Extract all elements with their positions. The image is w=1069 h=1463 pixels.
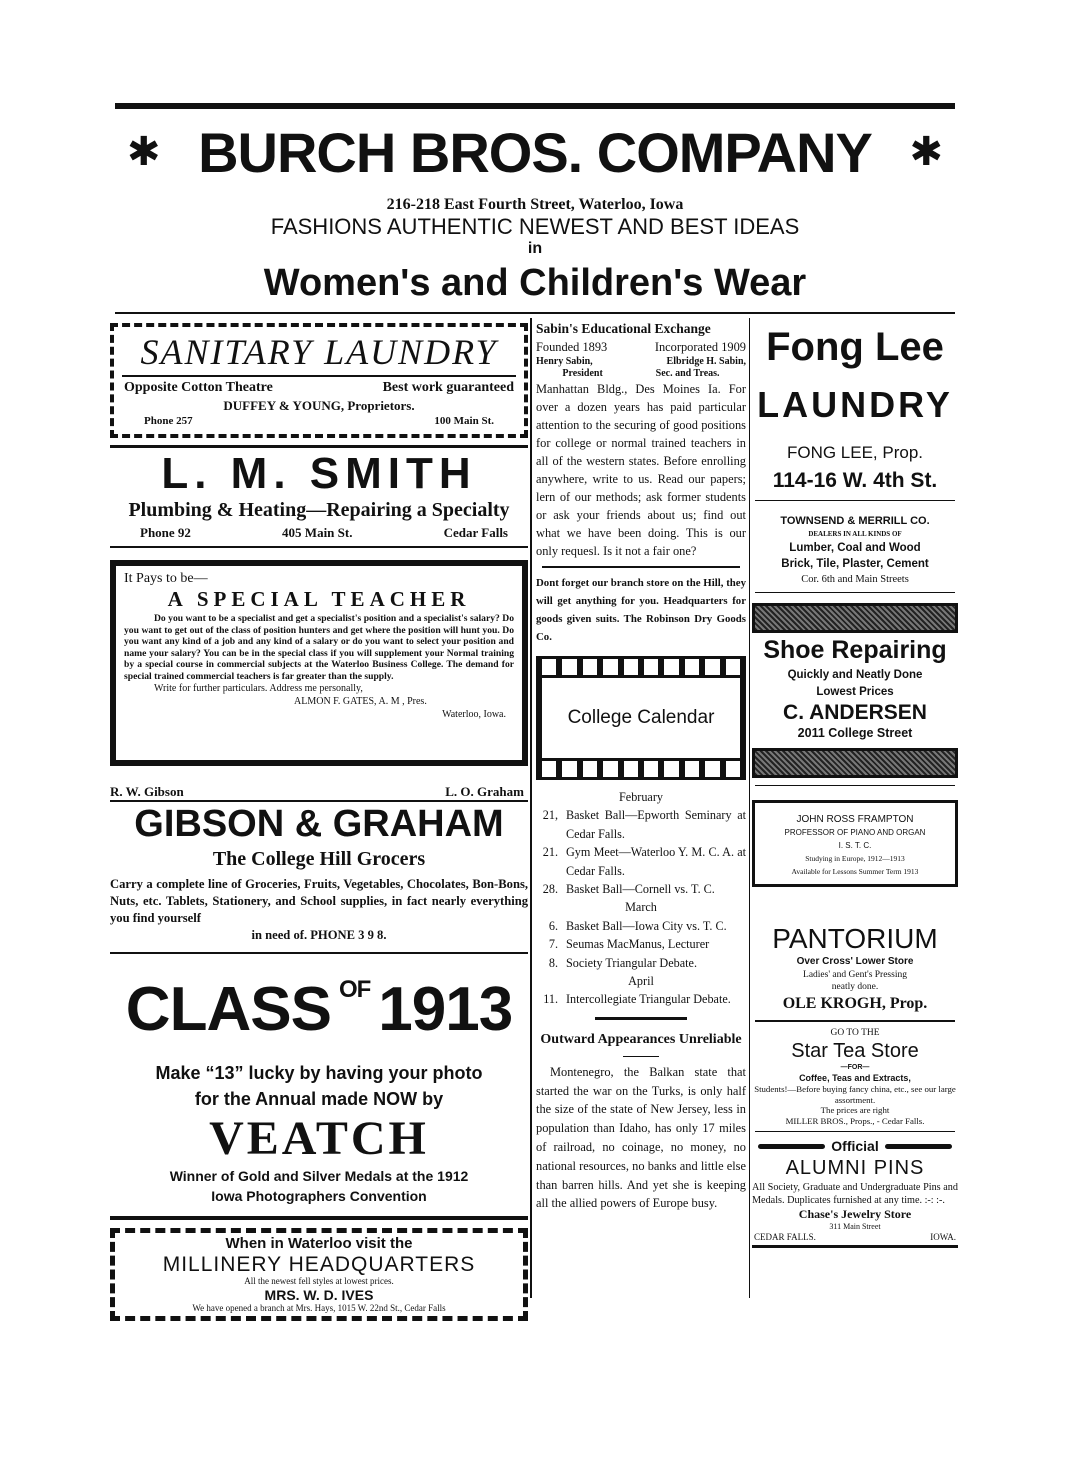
smith-address: 405 Main St. xyxy=(282,525,353,540)
townsend-address: Cor. 6th and Main Streets xyxy=(801,574,909,585)
veatch-line4: Iowa Photographers Convention xyxy=(211,1188,427,1204)
millinery-ad xyxy=(110,1228,528,1321)
frampton-l1: Studying in Europe, 1912—1913 xyxy=(805,854,905,863)
outward-title: Outward Appearances Unreliable xyxy=(540,1031,742,1047)
townsend-title: TOWNSEND & MERRILL CO. xyxy=(780,515,930,527)
startea-l1: Coffee, Teas and Extracts, xyxy=(799,1073,911,1083)
millinery-l1: When in Waterloo visit the xyxy=(225,1235,413,1252)
smith-sub: Plumbing & Heating—Repairing a Specialty xyxy=(128,499,510,521)
header-rule xyxy=(115,312,955,314)
left-column xyxy=(110,323,528,1321)
bottom-rule xyxy=(752,1245,958,1248)
calendar-box xyxy=(536,678,746,758)
pins-city: CEDAR FALLS. xyxy=(754,1232,816,1242)
divider xyxy=(755,500,955,501)
gibson-body: Carry a complete line of Groceries, Fruits, Vegetables, Chocolates, Bon-Bons, Nuts, etc. Tablets, Stationery, and School supplies, in fact nearly everything you find yourself xyxy=(110,877,528,925)
townsend-l1: Lumber, Coal and Wood xyxy=(789,542,921,554)
teacher-sign: ALMON F. GATES, A. M , Pres. xyxy=(294,696,427,707)
divider xyxy=(755,1020,955,1022)
sabin-ad xyxy=(536,320,746,560)
sabin-person2: Elbridge H. Sabin, xyxy=(666,356,746,367)
calendar-month: February xyxy=(619,790,663,804)
sabin-person1: Henry Sabin, xyxy=(536,356,593,367)
calendar-item xyxy=(536,843,746,880)
pins-address: 311 Main Street xyxy=(829,1222,881,1231)
calendar-list xyxy=(536,788,746,1009)
sanitary-location: Opposite Cotton Theatre xyxy=(124,380,273,395)
smith-city: Cedar Falls xyxy=(443,525,508,540)
column-rule xyxy=(749,318,750,1298)
robinson-ad: Dont forget our branch store on the Hill, they will get anything for you. Headquarters for goods given suits. The Robinson Dry Goods Co. xyxy=(536,577,746,643)
calendar-event: Seumas MacManus, Lecturer xyxy=(566,937,710,952)
company-title: BURCH BROS. COMPANY xyxy=(198,121,872,184)
masthead xyxy=(115,108,955,198)
gibson-title: GIBSON & GRAHAM xyxy=(134,803,504,845)
address: 216-218 East Fourth Street, Waterloo, Iowa xyxy=(386,196,684,213)
shoe-address: 2011 College Street xyxy=(797,726,913,740)
class-of-1913 xyxy=(110,960,528,1060)
sabin-incorporated: Incorporated 1909 xyxy=(654,340,746,354)
millinery-l3: We have opened a branch at Mrs. Hays, 1015 W. 22nd St., Cedar Falls xyxy=(192,1303,446,1313)
fong-prop: FONG LEE, Prop. xyxy=(786,443,924,462)
sabin-body: Manhattan Bldg., Des Moines Ia. For over a dozen years has paid particular attention to the securing of good positions for college or normal trained teachers in all of the western states. Before enrolling anywhere, write to us. Read our papers; lern of our methods; ask former students or ask your friends about us; find out what we have been doing. This is our only requesl. Is it not a fair one? xyxy=(536,382,746,558)
shoe-l1: Quickly and Neatly Done xyxy=(787,669,923,681)
middle-column xyxy=(536,320,746,1213)
startea-for: —FOR— xyxy=(840,1064,870,1071)
townsend-dealers: DEALERS IN ALL KINDS OF xyxy=(808,530,902,538)
calendar-event: Intercollegiate Triangular Debate. xyxy=(566,992,731,1007)
calendar-item xyxy=(536,880,746,898)
pins-body: All Society, Graduate and Undergraduate Pins and Medals. Duplicates furnished at any time. :-: :-. xyxy=(752,1182,958,1206)
millinery-l2: All the newest fell styles at lowest prices. xyxy=(244,1276,394,1286)
pantorium-l2: Ladies' and Gent's Pressing xyxy=(803,970,907,980)
ornament-icon: ✱ xyxy=(127,129,161,174)
fong-laundry: LAUNDRY xyxy=(757,384,953,425)
pins-official: Official xyxy=(831,1138,879,1154)
calendar-date: 8. xyxy=(548,955,558,970)
sanitary-props: DUFFEY & YOUNG, Proprietors. xyxy=(223,398,415,413)
calendar-title: College Calendar xyxy=(567,707,715,728)
sabin-title: Sabin's Educational Exchange xyxy=(536,321,711,336)
veatch-line1: Make “13” lucky by having your photo xyxy=(155,1063,483,1083)
startea-title: Star Tea Store xyxy=(791,1040,919,1062)
calendar-item xyxy=(536,917,746,935)
gibson-sub: The College Hill Grocers xyxy=(212,848,426,870)
millinery-title: MILLINERY HEADQUARTERS xyxy=(162,1253,476,1276)
divider xyxy=(542,566,740,568)
gibson-name: R. W. Gibson xyxy=(110,784,184,799)
outward-body: Montenegro, the Balkan state that started the war on the Turks, is only half the size of the state of New Jersey, less in population than Idaho, has only 17 miles of railroad, no coinage, no money, no national resources, no banks and little else than barren hills. And yet she is keeping all the allied powers of Europe busy. xyxy=(536,1064,746,1211)
divider xyxy=(110,546,528,548)
ornament-icon: ✱ xyxy=(909,129,943,174)
fong-name: Fong Lee xyxy=(766,325,944,369)
right-column xyxy=(752,318,958,1248)
divider xyxy=(110,1216,528,1220)
subtitle: Women's and Children's Wear xyxy=(263,262,807,304)
pins-state: IOWA. xyxy=(930,1232,956,1242)
year: 1913 xyxy=(378,975,513,1044)
pins-city-row xyxy=(752,1232,958,1243)
shoe-name: C. ANDERSEN xyxy=(783,701,927,724)
decorative-banner xyxy=(752,748,958,778)
startea-body: Students!—Before buying fancy china, etc., see our large assortment. xyxy=(754,1084,956,1105)
pantorium-title: PANTORIUM xyxy=(772,923,938,954)
calendar-month: March xyxy=(625,900,657,915)
teacher-place: Waterloo, Iowa. xyxy=(442,709,506,720)
sanitary-address: 100 Main St. xyxy=(434,415,494,427)
sanitary-title: SANITARY LAUNDRY xyxy=(140,332,498,372)
calendar-date: 21. xyxy=(542,845,558,860)
divider xyxy=(755,1131,955,1132)
in-text: in xyxy=(527,240,543,257)
frampton-l2: Available for Lessons Summer Term 1913 xyxy=(791,867,919,876)
sanitary-laundry-ad xyxy=(110,323,528,438)
frampton-role: PROFESSOR OF PIANO AND ORGAN xyxy=(784,828,926,837)
sabin-founded: Founded 1893 xyxy=(536,340,608,354)
calendar-date: 7. xyxy=(548,937,558,952)
pins-title: ALUMNI PINS xyxy=(785,1157,925,1179)
decorative-banner xyxy=(752,603,958,633)
graham-name: L. O. Graham xyxy=(445,784,524,799)
calendar-date: 6. xyxy=(548,918,558,933)
frampton-name: JOHN ROSS FRAMPTON xyxy=(796,814,914,825)
millinery-name: MRS. W. D. IVES xyxy=(264,1287,374,1303)
shoe-title: Shoe Repairing xyxy=(763,636,947,664)
pins-store: Chase's Jewelry Store xyxy=(798,1207,912,1221)
gibson-last: in need of. PHONE 3 9 8. xyxy=(251,928,387,942)
pantorium-l3: neatly done. xyxy=(831,982,879,992)
calendar-event: Basket Ball—Cornell vs. T. C. xyxy=(566,882,715,897)
tagline: FASHIONS AUTHENTIC NEWEST AND BEST IDEAS xyxy=(270,214,800,239)
calendar-item xyxy=(536,806,746,843)
of-word: OF xyxy=(338,976,371,1003)
calendar-item xyxy=(536,990,746,1008)
calendar-frame xyxy=(536,656,746,780)
sabin-role1: President xyxy=(562,368,603,379)
divider xyxy=(755,592,955,593)
pins-official-row xyxy=(752,1137,958,1155)
veatch-line3: Winner of Gold and Silver Medals at the 1912 xyxy=(169,1168,469,1184)
frampton-ad xyxy=(752,800,958,887)
divider xyxy=(623,1056,659,1057)
calendar-month: April xyxy=(628,974,654,989)
teacher-write: Write for further particulars. Address me personally, xyxy=(154,683,363,694)
divider xyxy=(755,785,955,786)
fong-address: 114-16 W. 4th St. xyxy=(772,469,938,492)
divider xyxy=(110,445,528,448)
calendar-bottom-border xyxy=(536,758,746,780)
veatch-name: VEATCH xyxy=(209,1112,429,1165)
calendar-date: 11. xyxy=(543,992,558,1007)
special-teacher-ad xyxy=(110,560,528,766)
calendar-top-border xyxy=(536,656,746,678)
veatch-line2: for the Annual made NOW by xyxy=(194,1089,444,1109)
class-word: CLASS xyxy=(125,975,331,1044)
sanitary-phone: Phone 257 xyxy=(144,415,193,427)
calendar-date: 28. xyxy=(542,882,558,897)
townsend-l2: Brick, Tile, Plaster, Cement xyxy=(781,558,929,570)
pantorium-l1: Over Cross' Lower Store xyxy=(796,956,914,967)
divider xyxy=(110,952,528,954)
calendar-event: Gym Meet—Waterloo Y. M. C. A. at Cedar Falls. xyxy=(566,845,746,878)
smith-phone: Phone 92 xyxy=(140,525,191,540)
teacher-body: Do you want to be a specialist and get a specialist's position and a specialist's salary? Do you want to get out of the class of position hunters and get where the position will hunt you. Do you want any kind of a job and any kind of a salary or do you want to select your position and name your salary? You can be in the special class if you will supplement your Normal training by a special course in commercial subjects at the Waterloo Business College. The demand for special trained commercial teachers is far greater than the supply. xyxy=(124,613,514,682)
calendar-event: Society Triangular Debate. xyxy=(566,955,697,970)
calendar-date: 21, xyxy=(542,808,558,823)
teacher-title: A SPECIAL TEACHER xyxy=(167,587,471,611)
sanitary-guarantee: Best work guaranteed xyxy=(382,380,514,395)
sabin-role2: Sec. and Treas. xyxy=(655,368,720,379)
pantorium-prop: OLE KROGH, Prop. xyxy=(782,995,928,1012)
smith-title: L. M. SMITH xyxy=(161,449,477,498)
teacher-intro: It Pays to be— xyxy=(124,571,208,586)
divider xyxy=(595,1017,687,1020)
startea-l3: MILLER BROS., Props., - Cedar Falls. xyxy=(785,1115,925,1126)
frampton-school: I. S. T. C. xyxy=(838,841,872,850)
startea-l2: The prices are right xyxy=(820,1105,890,1115)
column-rule xyxy=(530,318,532,1298)
shoe-l2: Lowest Prices xyxy=(816,686,894,698)
calendar-item xyxy=(536,954,746,972)
calendar-event: Basket Ball—Epworth Seminary at Cedar Falls. xyxy=(566,808,746,841)
calendar-event: Basket Ball—Iowa City vs. T. C. xyxy=(566,918,727,933)
startea-l0: GO TO THE xyxy=(830,1028,880,1038)
calendar-item xyxy=(536,935,746,953)
